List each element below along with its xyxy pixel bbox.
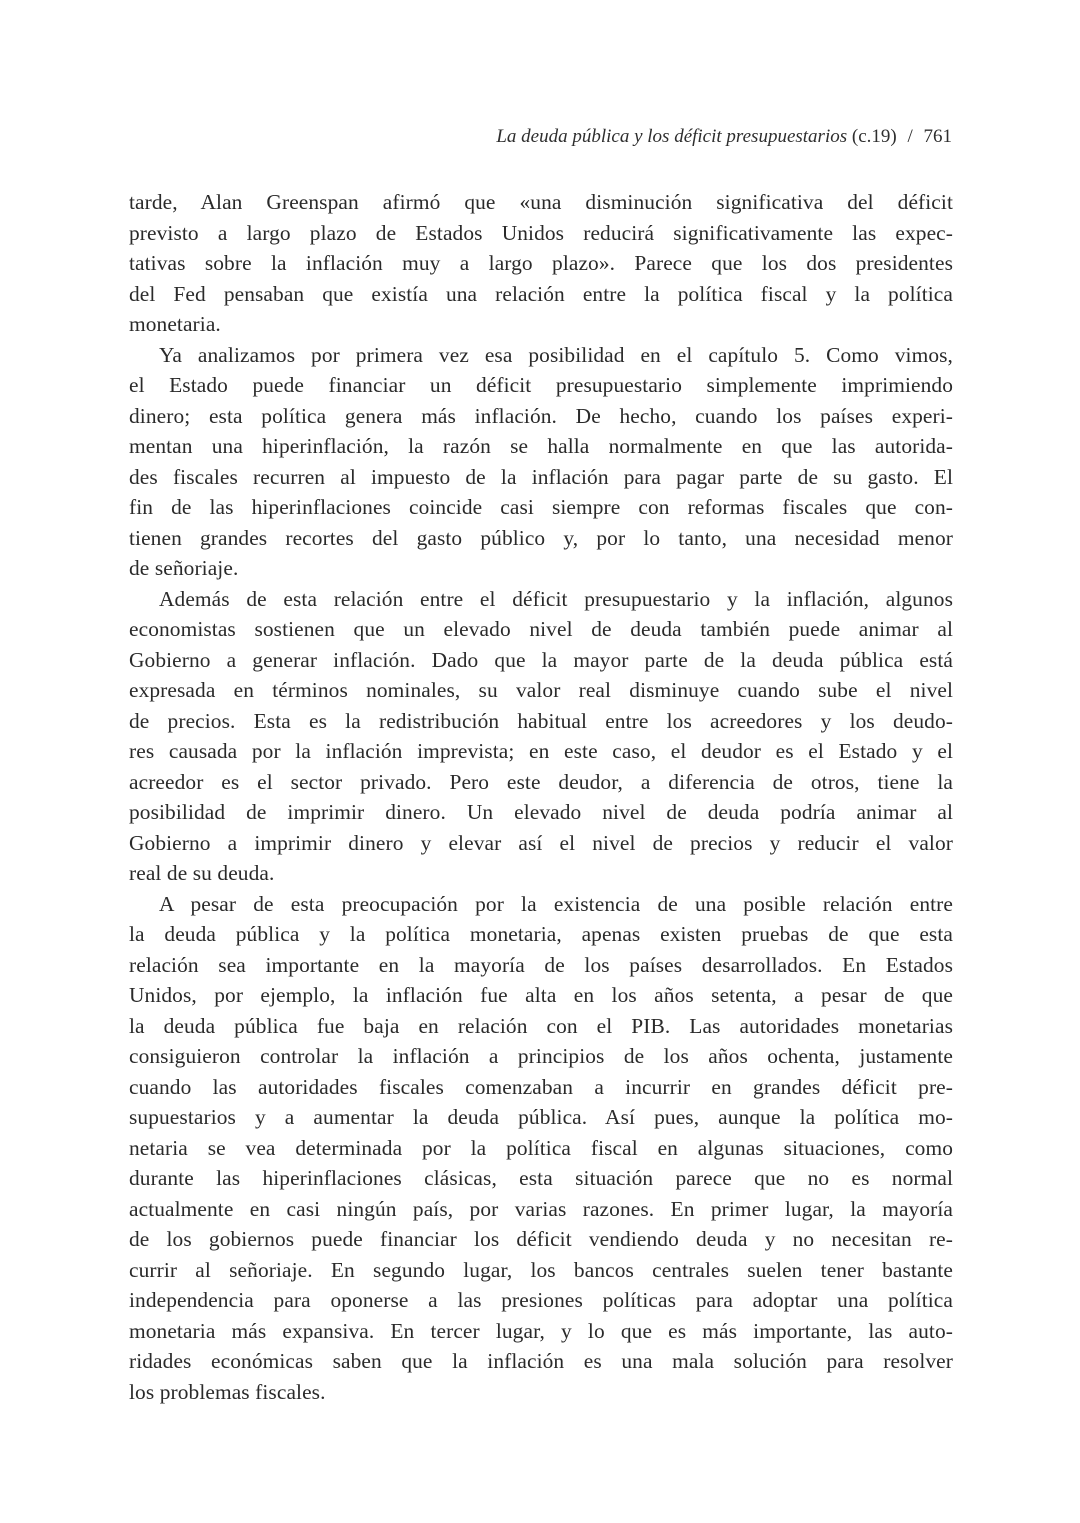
body-text: [129, 187, 953, 1407]
text-line: durante las hiperinflaciones clásicas, esta situación parece que no es normal: [129, 1166, 953, 1190]
header-separator: /: [907, 126, 913, 147]
text-line: monetaria.: [129, 312, 221, 336]
text-line: dinero; esta política genera más inflación. De hecho, cuando los países experi-: [129, 403, 953, 428]
text-line: tativas sobre la inflación muy a largo plazo». Parece que los dos presidentes: [129, 251, 953, 275]
text-line: los problemas fiscales.: [129, 1379, 326, 1404]
text-line: ridades económicas saben que la inflación es una mala solución para resolver: [129, 1349, 953, 1373]
text-line: A pesar de esta preocupación por la existencia de una posible relación entre: [159, 891, 953, 916]
text-line: acreedor es el sector privado. Pero este deudor, a diferencia de otros, tiene la: [129, 769, 953, 794]
text-line: la deuda pública y la política monetaria, apenas existen pruebas de que esta: [129, 922, 953, 946]
text-line: el Estado puede financiar un déficit presupuestario simplemente imprimiendo: [129, 373, 953, 397]
text-line: del Fed pensaban que existía una relación entre la política fiscal y la política: [129, 281, 953, 306]
paragraph: [129, 584, 953, 889]
paragraph: [129, 340, 953, 584]
text-line: de señoriaje.: [129, 556, 239, 580]
running-header: [496, 124, 952, 150]
text-line: posibilidad de imprimir dinero. Un elevado nivel de deuda podría animar al: [129, 800, 953, 824]
text-line: res causada por la inflación imprevista; en este caso, el deudor es el Estado y el: [129, 739, 953, 763]
text-line: real de su deuda.: [129, 861, 275, 885]
text-line: independencia para oponerse a las presiones políticas para adoptar una política: [129, 1288, 953, 1312]
text-line: economistas sostienen que un elevado nivel de deuda también puede animar al: [129, 617, 953, 641]
text-line: Gobierno a imprimir dinero y elevar así el nivel de precios y reducir el valor: [129, 830, 953, 855]
text-line: monetaria más expansiva. En tercer lugar, y lo que es más importante, las auto-: [129, 1318, 953, 1343]
chapter-label: (c.19): [851, 126, 897, 147]
text-line: consiguieron controlar la inflación a principios de los años ochenta, justamente: [129, 1044, 953, 1068]
page-number: 761: [923, 126, 952, 147]
text-line: Además de esta relación entre el déficit presupuestario y la inflación, algunos: [159, 586, 953, 611]
text-line: previsto a largo plazo de Estados Unidos reducirá significativamente las expec-: [129, 220, 953, 245]
text-line: la deuda pública fue baja en relación con el PIB. Las autoridades monetarias: [129, 1013, 953, 1038]
text-line: fin de las hiperinflaciones coincide casi siempre con reformas fiscales que con-: [129, 495, 953, 519]
text-line: de precios. Esta es la redistribución habitual entre los acreedores y los deudo-: [129, 708, 953, 733]
text-line: netaria se vea determinada por la política fiscal en algunas situaciones, como: [129, 1135, 953, 1160]
paragraph: [129, 889, 953, 1408]
text-line: actualmente en casi ningún país, por varias razones. En primer lugar, la mayoría: [129, 1196, 953, 1221]
text-line: de los gobiernos puede financiar los déficit vendiendo deuda y no necesitan re-: [129, 1227, 953, 1251]
text-line: cuando las autoridades fiscales comenzaban a incurrir en grandes déficit pre-: [129, 1074, 953, 1099]
text-line: currir al señoriaje. En segundo lugar, los bancos centrales suelen tener bastante: [129, 1257, 953, 1282]
text-line: Ya analizamos por primera vez esa posibilidad en el capítulo 5. Como vimos,: [159, 342, 953, 367]
text-line: relación sea importante en la mayoría de los países desarrollados. En Estados: [129, 952, 953, 977]
paragraph: [129, 187, 953, 340]
text-line: mentan una hiperinflación, la razón se halla normalmente en que las autorida-: [129, 434, 953, 458]
running-title: La deuda pública y los déficit presupuestarios: [496, 126, 848, 147]
text-line: expresada en términos nominales, su valor real disminuye cuando sube el nivel: [129, 678, 953, 702]
text-line: supuestarios y a aumentar la deuda pública. Así pues, aunque la política mo-: [129, 1105, 953, 1129]
text-line: tarde, Alan Greenspan afirmó que «una disminución significativa del déficit: [129, 190, 953, 214]
text-line: Gobierno a generar inflación. Dado que la mayor parte de la deuda pública está: [129, 647, 953, 672]
text-line: tienen grandes recortes del gasto público y, por lo tanto, una necesidad menor: [129, 525, 953, 550]
text-line: Unidos, por ejemplo, la inflación fue alta en los años setenta, a pesar de que: [129, 983, 953, 1007]
text-line: des fiscales recurren al impuesto de la inflación para pagar parte de su gasto. El: [129, 464, 953, 489]
